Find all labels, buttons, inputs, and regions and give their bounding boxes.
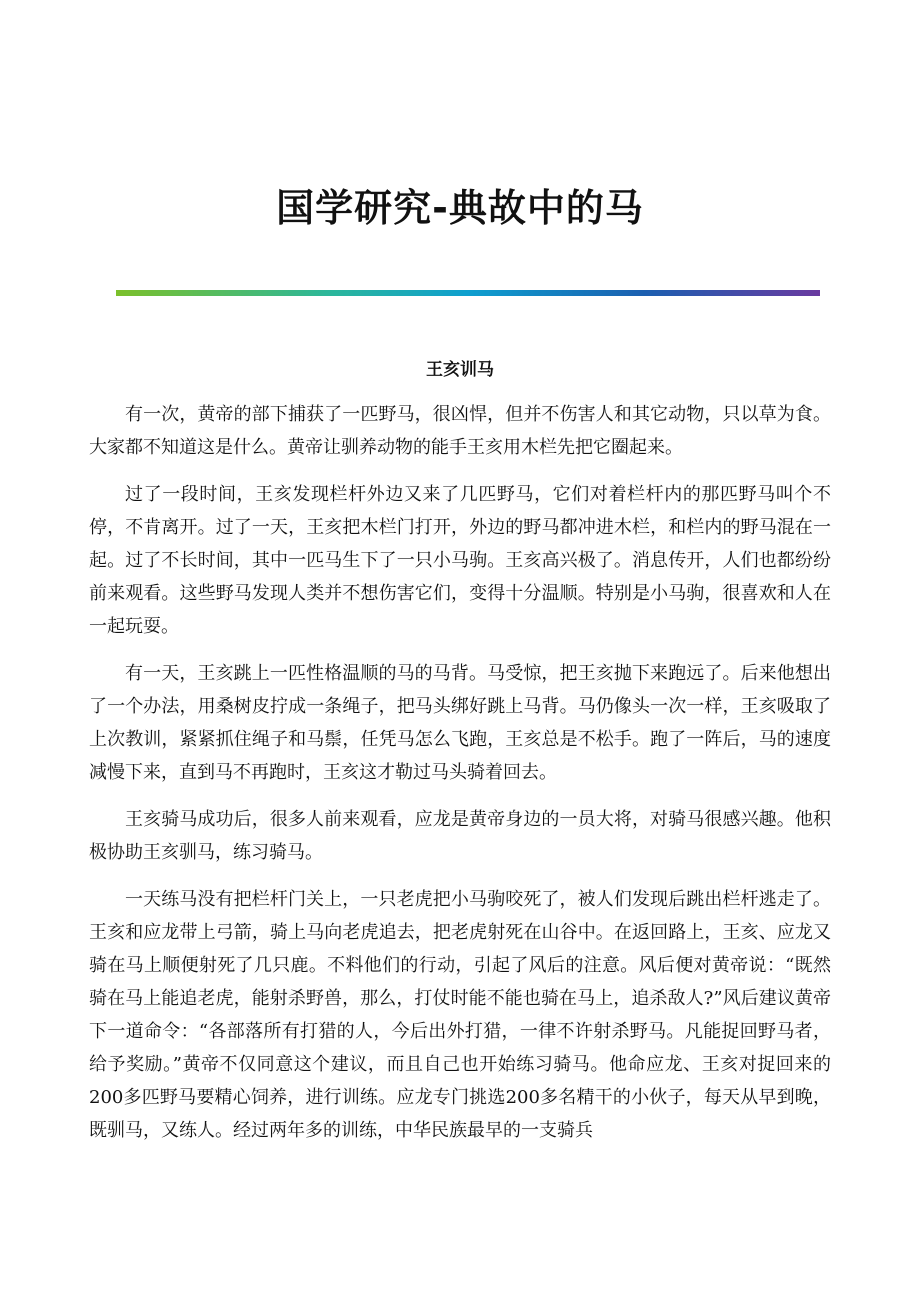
paragraph-5: 一天练马没有把栏杆门关上，一只老虎把小马驹咬死了，被人们发现后跳出栏杆逃走了。王亥和应龙带上弓箭，骑上马向老虎追去，把老虎射死在山谷中。在返回路上，王亥、应龙又骑在马上顺便射死了几只鹿。不料他们的行动，引起了风后的注意。风后便对黄帝说：“既然骑在马上能追老虎，能射杀野兽，那么，打仗时能不能也骑在马上，追杀敌人?”风后建议黄帝下一道命令：“各部落所有打猎的人，今后出外打猎，一律不许射杀野马。凡能捉回野马者，给予奖励。”黄帝不仅同意这个建议，而且自己也开始练习骑马。他命应龙、王亥对捉回来的200多匹野马要精心饲养，进行训练。应龙专门挑选200多名精干的小伙子，每天从早到晚，既驯马，又练人。经过两年多的训练，中华民族最早的一支骑兵 bbox=[89, 889, 831, 1141]
page-title: 国学研究-典故中的马 bbox=[276, 186, 644, 230]
paragraph-4: 王亥骑马成功后，很多人前来观看，应龙是黄帝身边的一员大将，对骑马很感兴趣。他积极协助王亥驯马，练习骑马。 bbox=[89, 809, 831, 863]
gradient-divider bbox=[116, 290, 820, 296]
section-title: 王亥训马 bbox=[426, 360, 494, 380]
paragraph-1: 有一次，黄帝的部下捕获了一匹野马，很凶悍，但并不伤害人和其它动物，只以草为食。大家都不知道这是什么。黄帝让驯养动物的能手王亥用木栏先把它圈起来。 bbox=[89, 404, 831, 458]
paragraph-3: 有一天，王亥跳上一匹性格温顺的马的马背。马受惊，把王亥抛下来跑远了。后来他想出了一个办法，用桑树皮拧成一条绳子，把马头绑好跳上马背。马仍像头一次一样，王亥吸取了上次教训，紧紧抓住绳子和马鬃，任凭马怎么飞跑，王亥总是不松手。跑了一阵后，马的速度减慢下来，直到马不再跑时，王亥这才勒过马头骑着回去。 bbox=[89, 663, 831, 783]
article-body bbox=[89, 398, 831, 1161]
paragraph-2: 过了一段时间，王亥发现栏杆外边又来了几匹野马，它们对着栏杆内的那匹野马叫个不停，不肯离开。过了一天，王亥把木栏门打开，外边的野马都冲进木栏，和栏内的野马混在一起。过了不长时间，其中一匹马生下了一只小马驹。王亥高兴极了。消息传开，人们也都纷纷前来观看。这些野马发现人类并不想伤害它们，变得十分温顺。特别是小马驹，很喜欢和人在一起玩耍。 bbox=[89, 484, 831, 637]
